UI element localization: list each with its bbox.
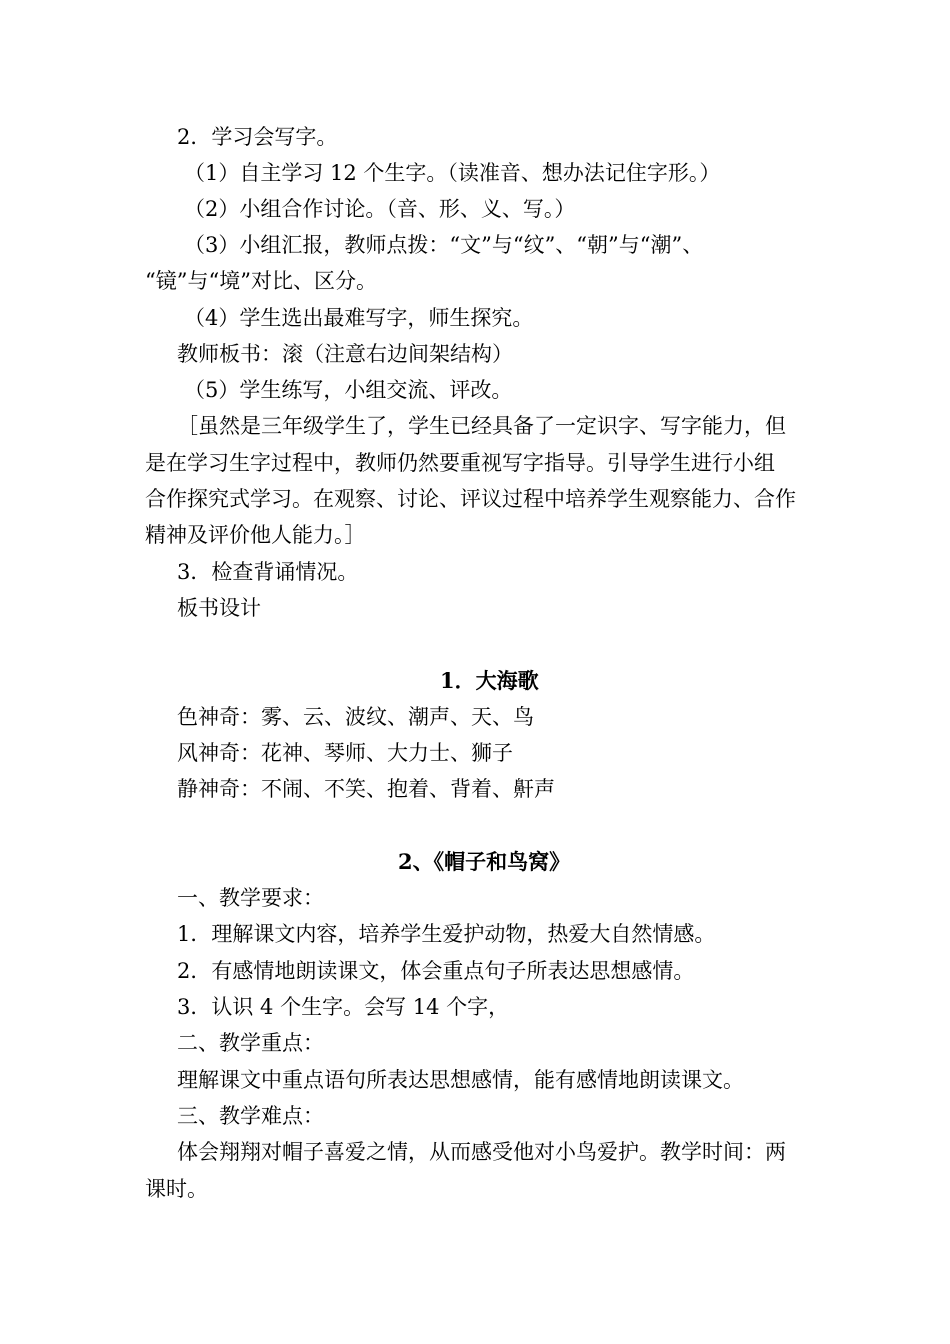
sub-item-2: （2）小组合作讨论。（音、形、义、写。） bbox=[184, 197, 576, 221]
requirements-heading: 一、教学要求： bbox=[177, 886, 324, 910]
sub-item-4: （4）学生选出最难写字，师生探究。 bbox=[184, 306, 534, 330]
key-points-text: 理解课文中重点语句所表达思想感情，能有感情地朗读课文。 bbox=[177, 1068, 744, 1092]
commentary-line2: 是在学习生字过程中，教师仍然要重视写字指导。引导学生进行小组 bbox=[145, 451, 775, 475]
sub-item-3-line2: “镜”与“境”对比、区分。 bbox=[145, 269, 377, 293]
requirement-2: 2．有感情地朗读课文，体会重点句子所表达思想感情。 bbox=[177, 959, 695, 983]
commentary-line4: 精神及评价他人能力。］ bbox=[145, 523, 366, 547]
sub-item-5: （5）学生练写，小组交流、评改。 bbox=[184, 378, 513, 402]
sub-item-1: （1）自主学习 12 个生字。（读准音、想办法记住字形。） bbox=[184, 161, 721, 185]
difficulties-heading: 三、教学难点： bbox=[177, 1104, 324, 1128]
sub-item-3-line1: （3）小组汇报，教师点拨：“文”与“纹”、“朝”与“潮”、 bbox=[184, 233, 704, 257]
commentary-line3: 合作探究式学习。在观察、讨论、评议过程中培养学生观察能力、合作 bbox=[145, 487, 796, 511]
board-design-label: 板书设计 bbox=[177, 596, 261, 620]
board-row-quiet: 静神奇：不闹、不笑、抱着、背着、鼾声 bbox=[177, 777, 555, 801]
board-title: 1．大海歌 bbox=[440, 668, 539, 693]
board-row-wind: 风神奇：花神、琴师、大力士、狮子 bbox=[177, 741, 513, 765]
commentary-line1: ［虽然是三年级学生了，学生已经具备了一定识字、写字能力，但 bbox=[177, 414, 786, 438]
item-3-heading: 3．检查背诵情况。 bbox=[177, 560, 359, 584]
requirement-1: 1．理解课文内容，培养学生爱护动物，热爱大自然情感。 bbox=[177, 922, 716, 946]
difficulties-line1: 体会翔翔对帽子喜爱之情，从而感受他对小鸟爱护。教学时间：两 bbox=[177, 1140, 786, 1164]
requirement-3: 3．认识 4 个生字。会写 14 个字， bbox=[177, 995, 510, 1019]
teacher-board-note: 教师板书：滚（注意右边间架结构） bbox=[177, 342, 513, 366]
key-points-heading: 二、教学重点： bbox=[177, 1031, 324, 1055]
board-row-color: 色神奇：雾、云、波纹、潮声、天、鸟 bbox=[177, 705, 534, 729]
item-2-heading: 2．学习会写字。 bbox=[177, 125, 338, 149]
difficulties-line2: 课时。 bbox=[145, 1177, 208, 1201]
lesson-title: 2、《帽子和鸟窝》 bbox=[398, 849, 571, 874]
